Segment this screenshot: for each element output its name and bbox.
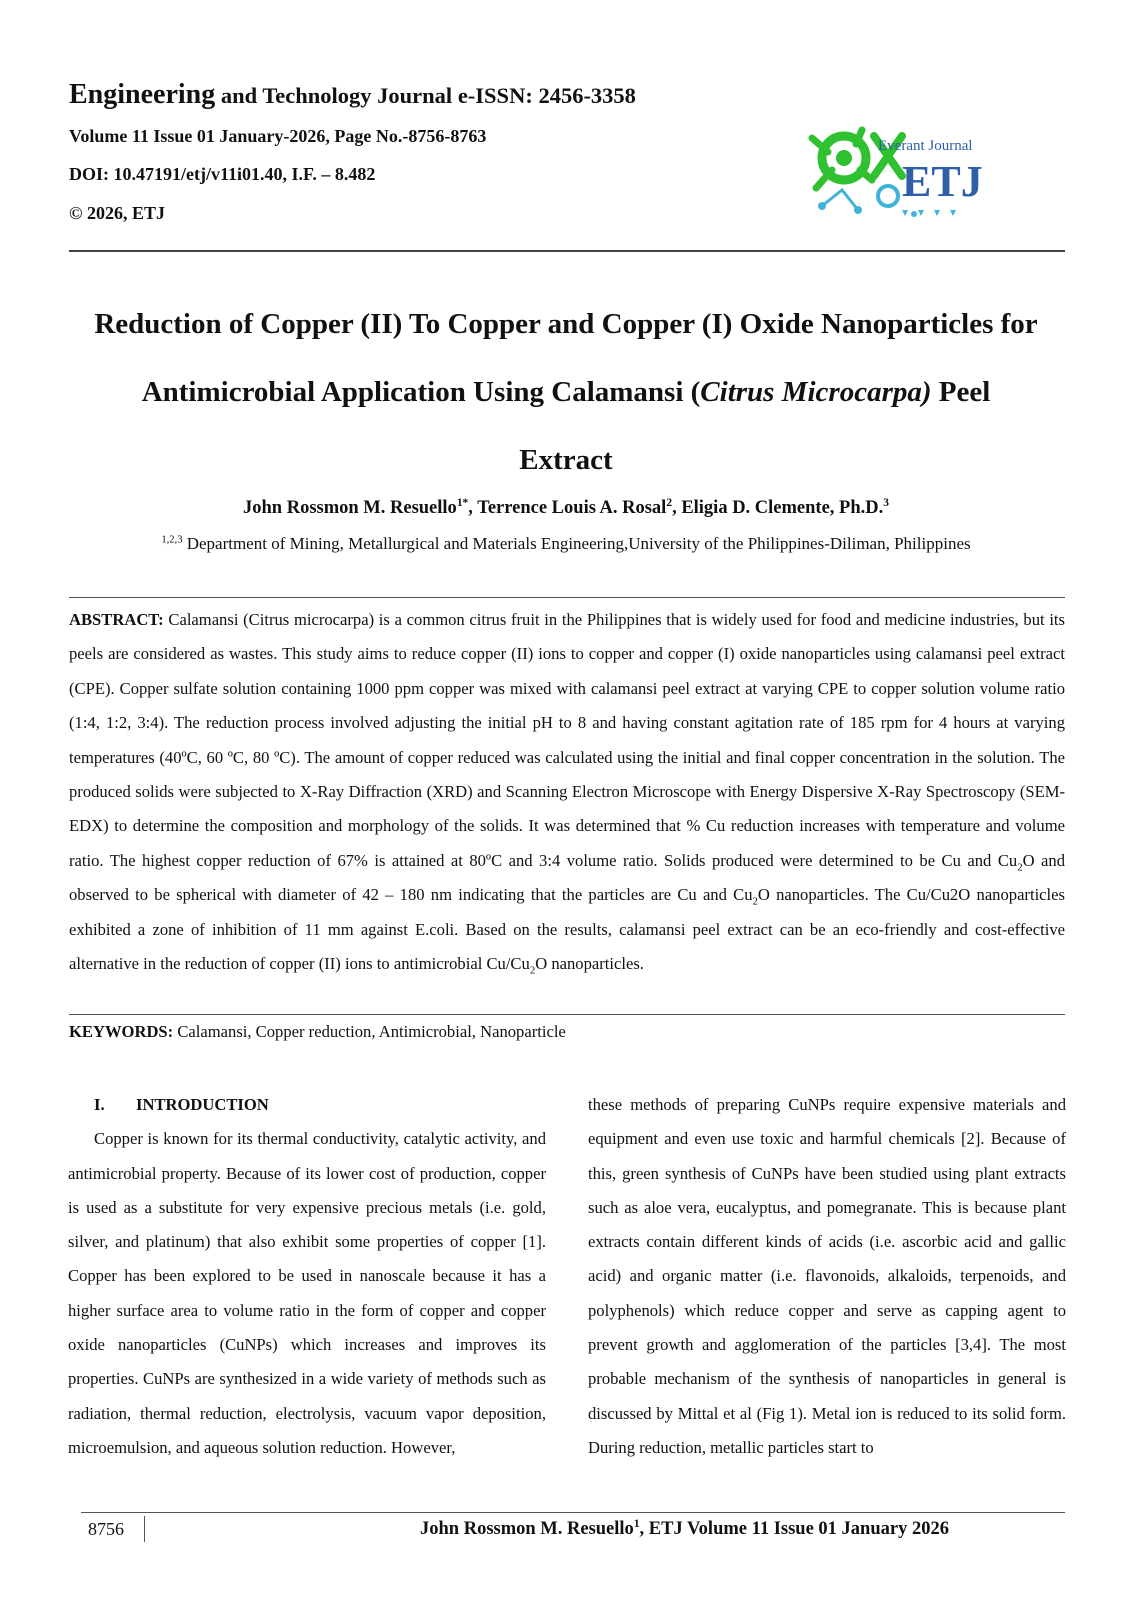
header-divider <box>69 250 1065 252</box>
abstract-top-divider <box>69 597 1065 598</box>
copyright-line: © 2026, ETJ <box>69 202 165 223</box>
logo-main-text: ETJ <box>902 157 983 206</box>
journal-title: Engineering and Technology Journal e-ISSN: 2456-3358 <box>69 79 636 110</box>
keywords-label: KEYWORDS: <box>69 1022 174 1041</box>
section-heading: I. INTRODUCTION <box>94 1095 269 1114</box>
abstract-bottom-divider <box>69 1014 1065 1015</box>
left-column <box>68 1088 546 1465</box>
gear-molecule-logo-icon <box>802 118 1028 230</box>
intro-paragraph-right: these methods of preparing CuNPs require expensive materials and equipment and even use toxic and harmful chemicals [2]. Because of this, green synthesis of CuNPs have been studied using plant extracts such as aloe vera, eucalyptus, and pomegranate. This is because plant extracts contain different kinds of acids (i.e. ascorbic acid and gallic acid) and organic matter (i.e. flavonoids, alkaloids, terpenoids, and polyphenols) which reduce copper and serve as capping agent to prevent growth and agglomeration of the particles [3,4]. The most probable mechanism of the synthesis of nanoparticles in general is discussed by Mittal et al (Fig 1). Metal ion is reduced to its solid form. During reduction, metallic particles start to <box>588 1095 1066 1457</box>
footer-divider <box>81 1512 1065 1513</box>
author-list: John Rossmon M. Resuello$^{1*}$, Terrence Louis A. Rosal$^2$, Eligia D. Clemente, Ph.D.$^3$ <box>243 496 889 518</box>
doi-line: DOI: 10.47191/etj/v11i01.40, I.F. – 8.482 <box>69 164 376 185</box>
volume-line: Volume 11 Issue 01 January-2026, Page No.-8756-8763 <box>69 125 487 146</box>
page-number: 8756 <box>88 1516 145 1542</box>
logo-top-text: Everant Journal <box>878 138 973 154</box>
intro-paragraph-left: Copper is known for its thermal conductivity, catalytic activity, and antimicrobial property. Because of its lower cost of production, copper is used as a substitute for very expensive precious metals (i.e. gold, silver, and platinum) that also exhibit some properties of copper [1]. Copper has been explored to be used in nanoscale because it has a higher surface area to volume ratio in the form of copper and copper oxide nanoparticles (CuNPs) which increases and improves its properties. CuNPs are synthesized in a wide variety of methods such as radiation, thermal reduction, electrolysis, vacuum vapor deposition, microemulsion, and aqueous solution reduction. However, <box>68 1129 546 1457</box>
paper-title: Reduction of Copper (II) To Copper and Copper (I) Oxide Nanoparticles for Antimicrobial Application Using Calamansi (Citrus Microcarpa) Peel Extract <box>94 308 1038 476</box>
running-footer: John Rossmon M. Resuello$^1$, ETJ Volume 11 Issue 01 January 2026 <box>420 1517 949 1539</box>
right-column <box>588 1088 1066 1465</box>
keywords: KEYWORDS: Calamansi, Copper reduction, Antimicrobial, Nanoparticle <box>69 1022 566 1041</box>
abstract-label: ABSTRACT: <box>69 610 164 629</box>
affiliation: $^{1,2,3}$ Department of Mining, Metallurgical and Materials Engineering,University of the Philippines-Diliman, Philippines <box>161 534 971 553</box>
abstract: ABSTRACT: Calamansi (Citrus microcarpa) is a common citrus fruit in the Philippines that is widely used for food and medicine industries, but its peels are considered as wastes. This study aims to reduce copper (II) ions to copper and copper (I) oxide nanoparticles using calamansi peel extract (CPE). Copper sulfate solution containing 1000 ppm copper was mixed with calamansi peel extract at varying CPE to copper solution volume ratio (1:4, 1:2, 3:4). The reduction process involved adjusting the initial pH to 8 and having constant agitation rate of 185 rpm for 4 hours at varying temperatures (40ºC, 60 ºC, 80 ºC). The amount of copper reduced was calculated using the initial and final copper concentration in the solution. The produced solids were subjected to X-Ray Diffraction (XRD) and Scanning Electron Microscope with Energy Dispersive X-Ray Spectroscopy (SEM-EDX) to determine the composition and morphology of the solids. It was determined that % Cu reduction increases with temperature and volume ratio. The highest copper reduction of 67% is attained at 80ºC and 3:4 volume ratio. Solids produced were determined to be Cu and $Cu_2O$ and observed to be spherical with diameter of 42 – 180 nm indicating that the particles are Cu and $Cu_2O$ nanoparticles. The Cu/Cu2O nanoparticles exhibited a zone of inhibition of 11 mm against E.coli. Based on the results, calamansi peel extract can be an eco-friendly and cost-effective alternative in the reduction of copper (II) ions to antimicrobial $Cu/Cu_2O$ nanoparticles. <box>69 610 1065 977</box>
journal-header <box>69 78 769 224</box>
